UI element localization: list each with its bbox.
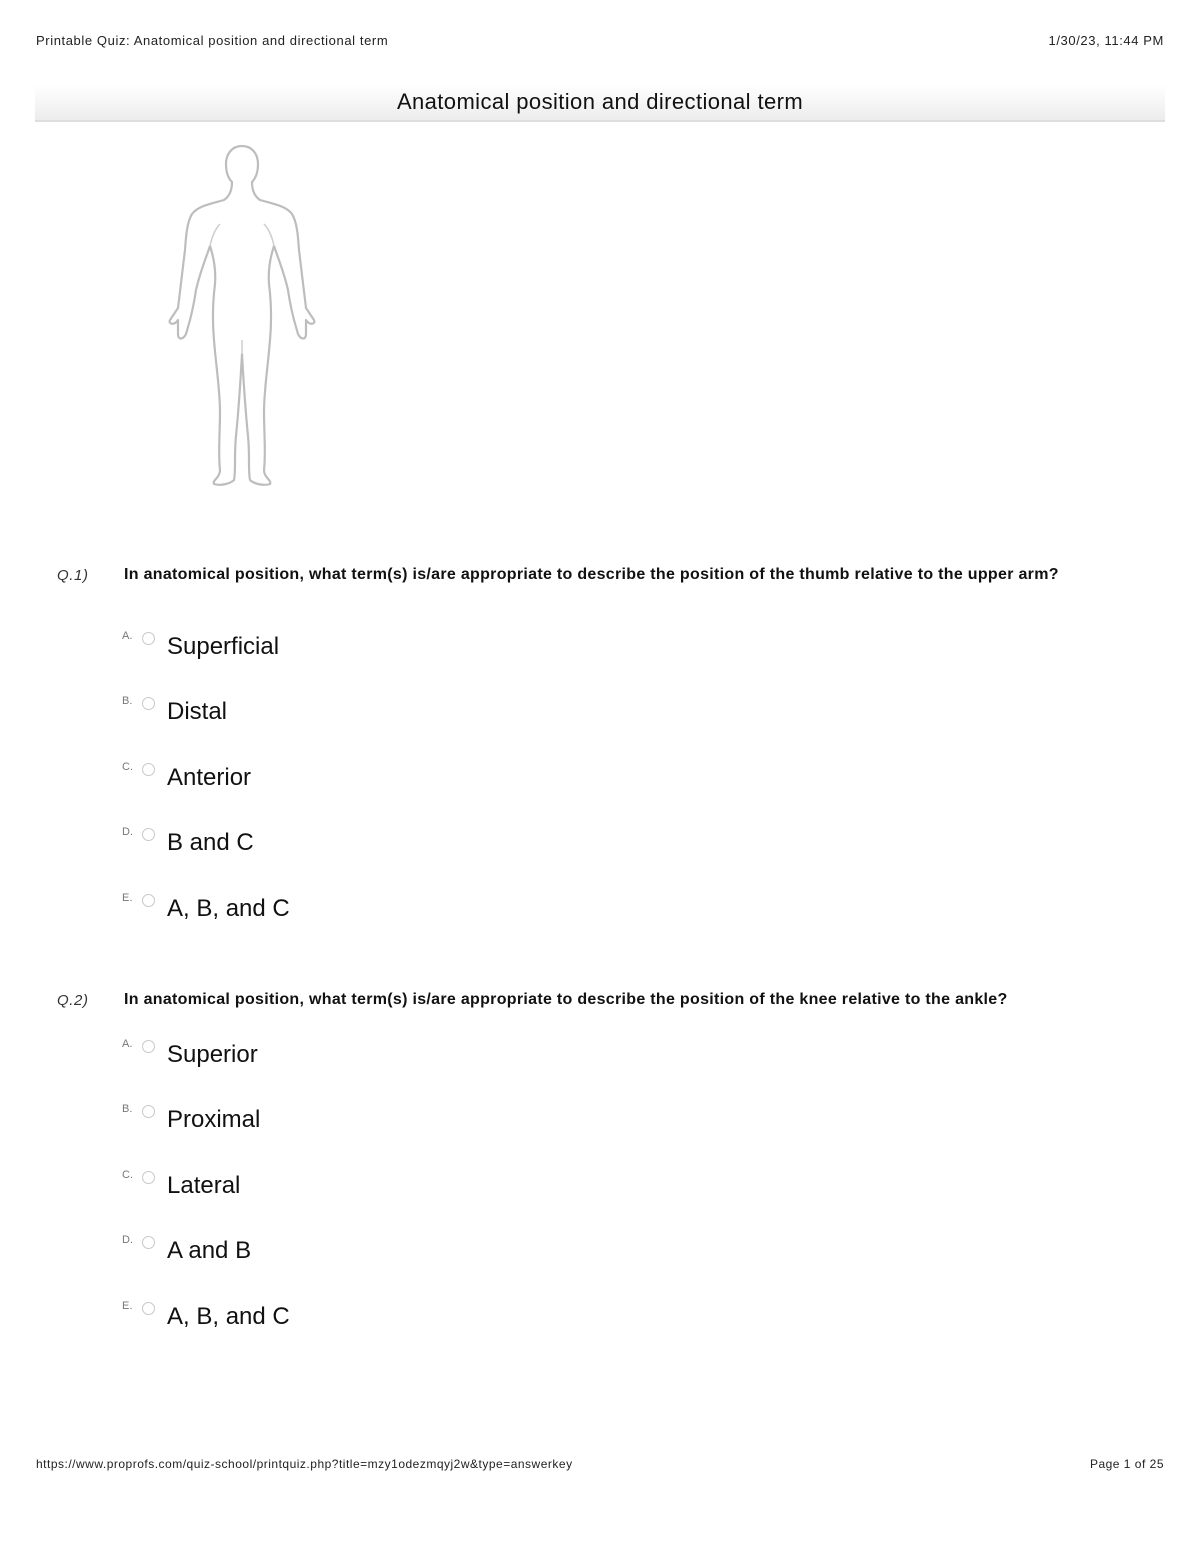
radio-button[interactable] <box>142 697 155 710</box>
option-letter: A. <box>122 1038 133 1050</box>
answer-option-c[interactable] <box>122 761 722 801</box>
option-letter: B. <box>122 1103 133 1115</box>
option-label: A, B, and C <box>167 895 290 922</box>
radio-button[interactable] <box>142 1105 155 1118</box>
print-datetime: 1/30/23, 11:44 PM <box>1048 33 1164 48</box>
option-label: A and B <box>167 1237 252 1264</box>
question-number: Q.2) <box>57 992 89 1009</box>
radio-button[interactable] <box>142 763 155 776</box>
option-letter: B. <box>122 695 133 707</box>
radio-button[interactable] <box>142 894 155 907</box>
option-label: Superior <box>167 1041 258 1068</box>
question-text: In anatomical position, what term(s) is/are appropriate to describe the position of the thumb relative to the upper arm? <box>124 566 1059 583</box>
quiz-title: Anatomical position and directional term <box>396 89 804 114</box>
answer-option-a[interactable] <box>122 1038 722 1078</box>
answer-option-b[interactable] <box>122 695 722 735</box>
radio-button[interactable] <box>142 632 155 645</box>
print-url: https://www.proprofs.com/quiz-school/printquiz.php?title=mzy1odezmqyj2w&type=answerkey <box>36 1457 573 1471</box>
option-label: Anterior <box>167 764 252 791</box>
answer-option-d[interactable] <box>122 826 722 866</box>
option-letter: D. <box>122 826 133 838</box>
radio-button[interactable] <box>142 1171 155 1184</box>
question-text: In anatomical position, what term(s) is/are appropriate to describe the position of the knee relative to the ankle? <box>124 991 1008 1008</box>
radio-button[interactable] <box>142 1302 155 1315</box>
option-label: A, B, and C <box>167 1303 290 1330</box>
option-label: Proximal <box>167 1106 261 1133</box>
question-number: Q.1) <box>57 567 89 584</box>
option-letter: D. <box>122 1234 133 1246</box>
option-letter: E. <box>122 1300 133 1312</box>
page-indicator: Page 1 of 25 <box>1089 1457 1164 1471</box>
option-label: Superficial <box>167 633 280 660</box>
option-letter: A. <box>122 630 133 642</box>
option-letter: E. <box>122 892 133 904</box>
radio-button[interactable] <box>142 1040 155 1053</box>
answer-option-b[interactable] <box>122 1103 722 1143</box>
radio-button[interactable] <box>142 1236 155 1249</box>
option-letter: C. <box>122 1169 133 1181</box>
print-page-title: Printable Quiz: Anatomical position and directional term <box>36 33 389 48</box>
option-label: Distal <box>167 698 228 725</box>
option-label: Lateral <box>167 1172 241 1199</box>
answer-option-a[interactable] <box>122 630 722 670</box>
option-letter: C. <box>122 761 133 773</box>
radio-button[interactable] <box>142 828 155 841</box>
human-body-outline-icon <box>160 140 325 495</box>
option-label: B and C <box>167 829 254 856</box>
answer-option-d[interactable] <box>122 1234 722 1274</box>
answer-option-e[interactable] <box>122 892 722 932</box>
quiz-title-bar <box>35 84 1165 122</box>
answer-option-c[interactable] <box>122 1169 722 1209</box>
answer-option-e[interactable] <box>122 1300 722 1340</box>
